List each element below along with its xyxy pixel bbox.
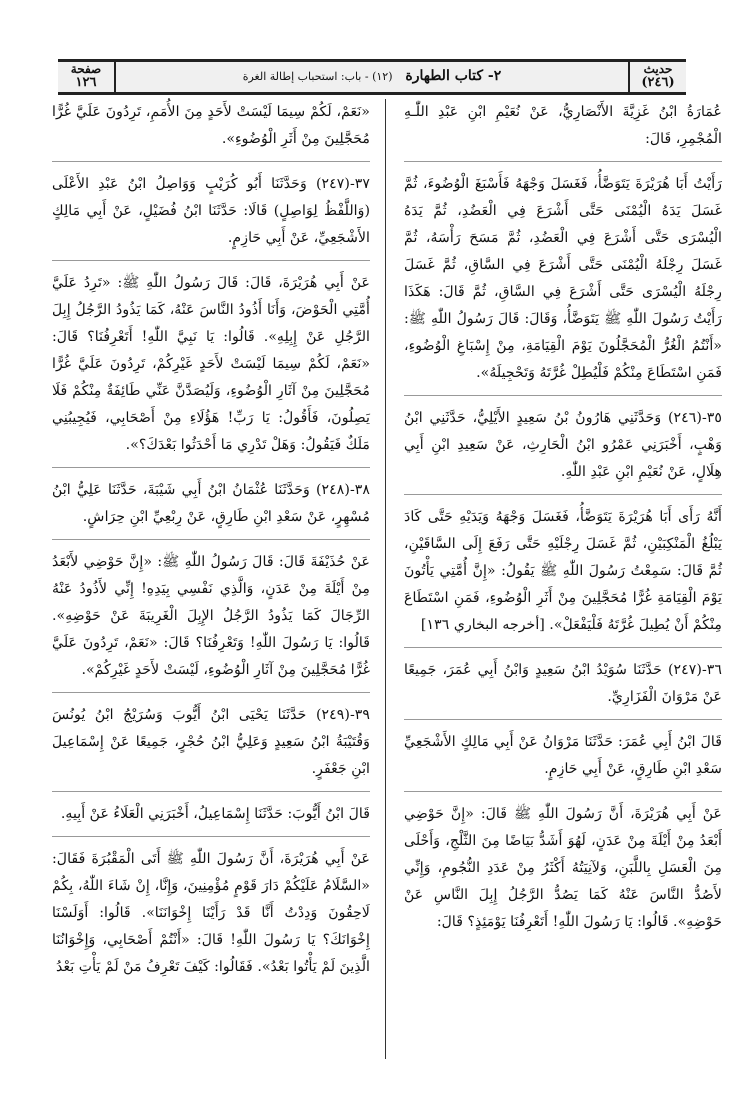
paragraph: أَنَّهُ رَأَى أَبَا هُرَيْرَةَ يَتَوَضَّأُ، فَغَسَلَ وَجْهَهُ وَيَدَيْهِ حَتَّى كَادَ يَبْلُغُ الْمَنْكِبَيْنِ، ثُمَّ غَسَلَ رِجْلَيْهِ حَتَّى رَفَعَ إِلَى السَّاقَيْنِ، ثُمَّ قَالَ: سَمِعْتُ رَسُولَ اللّٰهِ ﷺ يَقُولُ: «إِنَّ أُمَّتِي يَأْتُونَ يَوْمَ الْقِيَامَةِ غُرًّا مُحَجَّلِينَ مِنْ أَثَرِ الْوُضُوءِ، فَمَنِ اسْتَطَاعَ مِنْكُمْ أَنْ يُطِيلَ غُرَّتَهُ فَلْيَفْعَلْ». [أخرجه البخاري ١٣٦] [404,504,722,648]
paragraph: «نَعَمْ، لَكُمْ سِيمَا لَيْسَتْ لأَحَدٍ مِنَ الأُمَمِ، تَرِدُونَ عَلَيَّ غُرًّا مُحَجَّلِينَ مِنْ أَثَرِ الْوُضُوءِ». [52,99,370,162]
right-column [404,99,722,953]
page-header [58,59,686,95]
paragraph: ٣٦-(٢٤٧) حَدَّثَنَا سُوَيْدُ ابْنُ سَعِيدٍ وَابْنُ أَبِي عُمَرَ، جَمِيعًا عَنْ مَرْوَانَ الْفَزَارِيِّ. [404,657,722,720]
paragraph: ٣٧-(٢٤٧) وَحَدَّثَنَا أَبُو كُرَيْبٍ وَوَاصِلُ ابْنُ عَبْدِ الأَعْلَى (وَاللَّفْظُ لِوَاصِلٍ) قَالَا: حَدَّثَنَا ابْنُ فُضَيْلٍ، عَنْ أَبِي مَالِكٍ الأَشْجَعِيِّ، عَنْ أَبِي حَازِمٍ. [52,171,370,261]
paragraph: عَنْ أَبِي هُرَيْرَةَ، أَنَّ رَسُولَ اللّٰهِ ﷺ قَالَ: «إِنَّ حَوْضِي أَبْعَدُ مِنْ أَيْلَةَ مِنْ عَدَنٍ، لَهُوَ أَشَدُّ بَيَاضًا مِنَ الثَّلْجِ، وَأَحْلَى مِنَ الْعَسَلِ بِاللَّبَنِ، وَلآنِيَتُهُ أَكْثَرُ مِنْ عَدَدِ النُّجُومِ، وَإِنِّي لأَصُدُّ النَّاسَ عَنْهُ كَمَا يَصُدُّ الرَّجُلُ إِبِلَ النَّاسِ عَنْ حَوْضِهِ». قَالُوا: يَا رَسُولَ اللّٰهِ! أَتَعْرِفُنَا يَوْمَئِذٍ؟ قَالَ: [404,806,722,930]
paragraph: قَالَ ابْنُ أَيُّوبَ: حَدَّثَنَا إِسْمَاعِيلُ، أَخْبَرَنِي الْعَلَاءُ عَنْ أَبِيهِ. [52,801,370,837]
paragraph: رَأَيْتُ أَبَا هُرَيْرَةَ يَتَوَضَّأُ، فَغَسَلَ وَجْهَهُ فَأَسْبَغَ الْوُضُوءَ، ثُمَّ غَسَلَ يَدَهُ الْيُمْنَى حَتَّى أَشْرَعَ فِي الْعَضُدِ، ثُمَّ يَدَهُ الْيُسْرَى حَتَّى أَشْرَعَ فِي الْعَضُدِ، ثُمَّ مَسَحَ رَأْسَهُ، ثُمَّ غَسَلَ رِجْلَهُ الْيُمْنَى حَتَّى أَشْرَعَ فِي السَّاقِ، ثُمَّ غَسَلَ رِجْلَهُ الْيُسْرَى حَتَّى أَشْرَعَ فِي السَّاقِ، ثُمَّ قَالَ: هَكَذَا رَأَيْتُ رَسُولَ اللّٰهِ ﷺ يَتَوَضَّأُ، وَقَالَ: قَالَ رَسُولُ اللّٰهِ ﷺ: «أَنْتُمُ الْغُرُّ الْمُحَجَّلُونَ يَوْمَ الْقِيَامَةِ، مِنْ إِسْبَاغِ الْوُضُوءِ، فَمَنِ اسْتَطَاعَ مِنْكُمْ فَلْيُطِلْ غُرَّتَهُ وَتَحْجِيلَهُ». [404,171,722,396]
paragraph: ٣٨-(٢٤٨) وَحَدَّثَنَا عُثْمَانُ ابْنُ أَبِي شَيْبَةَ، حَدَّثَنَا عَلِيُّ ابْنُ مُسْهِرٍ، عَنْ سَعْدِ ابْنِ طَارِقٍ، عَنْ رِبْعِيِّ ابْنِ حِرَاشٍ. [52,477,370,540]
paragraph: ٣٥-(٢٤٦) وَحَدَّثَنِي هَارُونُ بْنُ سَعِيدٍ الأَيْلِيُّ، حَدَّثَنِي ابْنُ وَهْبٍ، أَخْبَرَنِي عَمْرُو ابْنُ الْحَارِثِ، عَنْ سَعِيدِ ابْنِ أَبِي هِلَالٍ، عَنْ نُعَيْمِ ابْنِ عَبْدِ اللّٰهِ. [404,405,722,495]
book-title: ٢- كتاب الطهارة [405,68,502,84]
hadith-number: (٢٤٦) [641,75,675,90]
paragraph: عَنْ أَبِي هُرَيْرَةَ، أَنَّ رَسُولَ اللّٰهِ ﷺ أَتَى الْمَقْبُرَةَ فَقَالَ: «السَّلَامُ عَلَيْكُمْ دَارَ قَوْمٍ مُؤْمِنِينَ، وَإِنَّا، إِنْ شَاءَ اللّٰهُ، بِكُمْ لَاحِقُونَ وَدِدْتُ أَنَّا قَدْ رَأَيْنَا إِخْوَانَنَا». قَالُوا: أَوَلَسْنَا إِخْوَانَكَ؟ يَا رَسُولَ اللّٰهِ! قَالَ: «أَنْتُمْ أَصْحَابِي، وَإِخْوَانُنَا الَّذِينَ لَمْ يَأْتُوا بَعْدُ». فَقَالُوا: كَيْفَ تَعْرِفُ مَنْ لَمْ يَأْتِ بَعْدُ [52,851,370,975]
left-column [52,99,370,998]
paragraph: عَنْ حُذَيْفَةَ قَالَ: قَالَ رَسُولُ اللّٰهِ ﷺ: «إِنَّ حَوْضِي لأَبْعَدُ مِنْ أَيْلَةَ مِنْ عَدَنٍ، وَالَّذِي نَفْسِي بِيَدِهِ! إِنِّي لأَذُودُ عَنْهُ الرِّجَالَ كَمَا يَذُودُ الرَّجُلُ الإِبِلَ الْغَرِيبَةَ عَنْ حَوْضِهِ». قَالُوا: يَا رَسُولَ اللّٰهِ! وَتَعْرِفُنَا؟ قَالَ: «نَعَمْ، تَرِدُونَ عَلَيَّ غُرًّا مُحَجَّلِينَ مِنْ آثَارِ الْوُضُوءِ، لَيْسَتْ لأَحَدٍ غَيْرِكُمْ». [52,549,370,693]
hadith-label: حديث [643,62,673,76]
paragraph: قَالَ ابْنُ أَبِي عُمَرَ: حَدَّثَنَا مَرْوَانُ عَنْ أَبِي مَالِكٍ الأَشْجَعِيِّ سَعْدِ ابْنِ طَارِقٍ، عَنْ أَبِي حَازِمٍ. [404,729,722,792]
page-number-box [58,62,116,92]
chapter-title [118,68,626,84]
page-number: ١٢٦ [75,75,97,90]
hadith-number-box [628,62,686,92]
paragraph: ٣٩-(٢٤٩) حَدَّثَنَا يَحْيَى ابْنُ أَيُّوبَ وَسُرَيْجُ ابْنُ يُونُسَ وَقُتَيْبَةُ ابْنُ سَعِيدٍ وَعَلِيُّ ابْنُ حُجْرٍ، جَمِيعًا عَنْ إِسْمَاعِيلَ ابْنِ جَعْفَرٍ. [52,702,370,792]
paragraph: عَنْ أَبِي هُرَيْرَةَ، قَالَ: قَالَ رَسُولُ اللّٰهِ ﷺ: «تَرِدُ عَلَيَّ أُمَّتِي الْحَوْضَ، وَأَنَا أَذُودُ النَّاسَ عَنْهُ، كَمَا يَذُودُ الرَّجُلُ إِبِلَ الرَّجُلِ عَنْ إِبِلِهِ». قَالُوا: يَا نَبِيَّ اللّٰهِ! أَتَعْرِفُنَا؟ قَالَ: «نَعَمْ، لَكُمْ سِيمَا لَيْسَتْ لأَحَدٍ غَيْرِكُمْ، تَرِدُونَ عَلَيَّ غُرًّا مُحَجَّلِينَ مِنْ آثَارِ الْوُضُوءِ، وَلَيُصَدَّنَّ عَنِّي طَائِفَةٌ مِنْكُمْ فَلَا يَصِلُونَ، فَأَقُولُ: يَا رَبِّ! هَؤُلَاءِ مِنْ أَصْحَابِي، فَيُجِيبُنِي مَلَكٌ فَيَقُولُ: وَهَلْ تَدْرِي مَا أَحْدَثُوا بَعْدَكَ؟». [52,270,370,468]
paragraph: عُمَارَةُ ابْنُ غَزِيَّةَ الأَنْصَارِيُّ، عَنْ نُعَيْمِ ابْنِ عَبْدِ اللّٰـهِ الْمُجْمِرِ، قَالَ: [404,99,722,162]
column-divider [385,99,386,1059]
chapter-subtitle: (١٢) - باب: استحباب إطالة الغرة [242,70,393,83]
page-label: صفحة [70,62,102,76]
